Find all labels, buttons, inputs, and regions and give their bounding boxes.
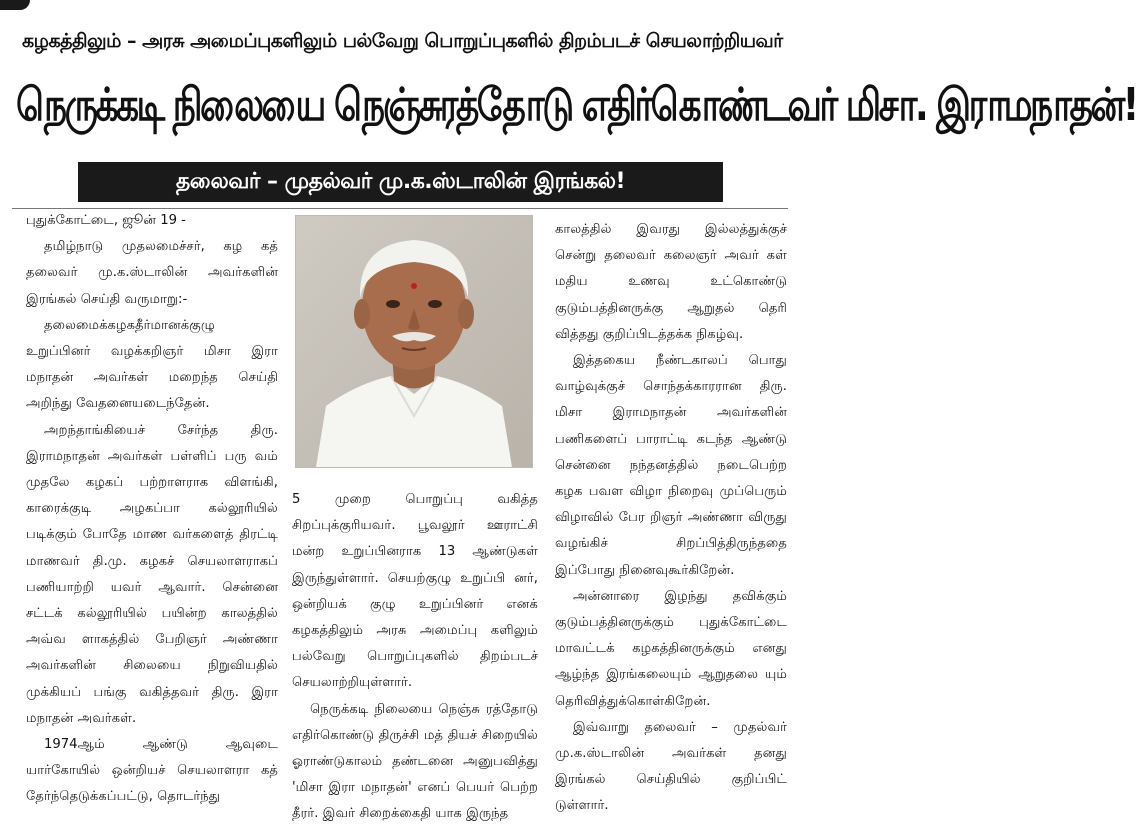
headline: நெருக்கடி நிலையை நெஞ்சுரத்தோடு எதிர்கொண்டவர் மிசா. இராமநாதன்! xyxy=(16,80,1137,132)
paragraph: தமிழ்நாடு முதலமைச்சர், கழ கத் தலைவர் மு.க.ஸ்டாலின் அவர்களின் இரங்கல் செய்தி வருமாறு:- xyxy=(26,239,278,307)
dateline: புதுக்கோட்டை, ஜூன் 19 - xyxy=(26,213,186,228)
kicker-line: கழகத்திலும் – அரசு அமைப்புகளிலும் பல்வேறு பொறுப்புகளில் திறம்படச் செயலாற்றியவர் xyxy=(22,30,783,52)
paragraph: 5 முறை பொறுப்பு வகித்த சிறப்புக்குரியவர். பூவலூர் ஊராட்சி மன்ற உறுப்பினராக 13 ஆண்டுகள் இருந்துள்ளார். செயற்குழு உறுப்பி னர், ஒன்றியக் குழு உறுப்பினர் எனக் கழகத்திலும் அரசு அமைப்பு களிலும் பல்வேறு பொறுப்புகளில் திறம்படச் செயலாற்றியுள்ளார். xyxy=(292,492,538,691)
portrait-photo xyxy=(295,215,533,468)
portrait-image xyxy=(296,216,532,467)
article-column-1 xyxy=(26,208,278,811)
corner-ornament xyxy=(0,0,30,10)
paragraph: 1974ஆம் ஆண்டு ஆவுடை யார்கோயில் ஒன்றியச் செயலாளரா கத் தேர்ந்தெடுக்கப்பட்டு, தொடர்ந்து xyxy=(26,737,278,805)
paragraph: அறந்தாங்கியைச் சேர்ந்த திரு. இராமநாதன் அவர்கள் பள்ளிப் பரு வம் முதலே கழகப் பற்றாளராக விளங்கி, காரைக்குடி அழகப்பா கல்லூரியில் படிக்கும் போதே மாண வர்களைத் திரட்டி மாணவர் தி.மு. கழகச் செயலாளராகப் பணியாற்றி யவர் ஆவார். சென்னை சட்டக் கல்லூரியில் பயின்ற காலத்தில் அவ்வ ளாகத்தில் பேறிஞர் அண்ணா அவர்களின் சிலையை நிறுவியதில் முக்கியப் பங்கு வகித்தவர் திரு. இரா மநாதன் அவர்கள். xyxy=(26,422,278,726)
paragraph: இவ்வாறு தலைவர் – முதல்வர் மு.க.ஸ்டாலின் அவர்கள் தனது இரங்கல் செய்தியில் குறிப்பிட் டுள்ளார். xyxy=(555,719,787,814)
article-column-3 xyxy=(555,217,787,820)
paragraph: நெருக்கடி நிலையை நெஞ்சு ரத்தோடு எதிர்கொண்டு திருச்சி மத் தியச் சிறையில் ஓராண்டுகாலம் தண்டனை அனுபவித்து 'மிசா இரா மநாதன்' எனப் பெயர் பெற்ற தீரர். இவர் சிறைக்கைதி யாக இருந்த xyxy=(292,701,538,822)
paragraph: தலைமைக்கழகதீர்மானக்குழு உறுப்பினர் வழக்கறிஞர் மிசா இரா மநாதன் அவர்கள் மறைந்த செய்தி அறிந்து வேதனையடைந்தேன். xyxy=(26,317,278,412)
paragraph: காலத்தில் இவரது இல்லத்துக்குச் சென்று தலைவர் கலைஞர் அவர் கள் மதிய உணவு உட்கொண்டு குடும்பத்தினருக்கு ஆறுதல் தெரி வித்தது குறிப்பிடத்தக்க நிகழ்வு. xyxy=(555,222,787,342)
article-column-2 xyxy=(292,487,538,828)
paragraph: அன்னாரை இழந்து தவிக்கும் குடும்பத்தினருக்கும் புதுக்கோட்டை மாவட்டக் கழகத்தினருக்கும் எனது ஆழ்ந்த இரங்கலையும் ஆறுதலை யும் தெரிவித்துக்கொள்கிறேன். xyxy=(555,588,787,709)
banner-subheadline: தலைவர் – முதல்வர் மு.க.ஸ்டாலின் இரங்கல்! xyxy=(78,162,723,202)
paragraph: இத்தகைய நீண்டகாலப் பொது வாழ்வுக்குச் சொந்தக்காரரான திரு. மிசா இராமநாதன் அவர்களின் பணிகளைப் பாராட்டி கடந்த ஆண்டு சென்னை நந்தனத்தில் நடைபெற்ற கழக பவள விழா நிறைவு முப்பெரும் விழாவில் பேர றிஞர் அண்ணா விருது வழங்கிச் சிறப்பித்திருந்ததை இப்போது நினைவுகூர்கிறேன். xyxy=(555,353,787,578)
